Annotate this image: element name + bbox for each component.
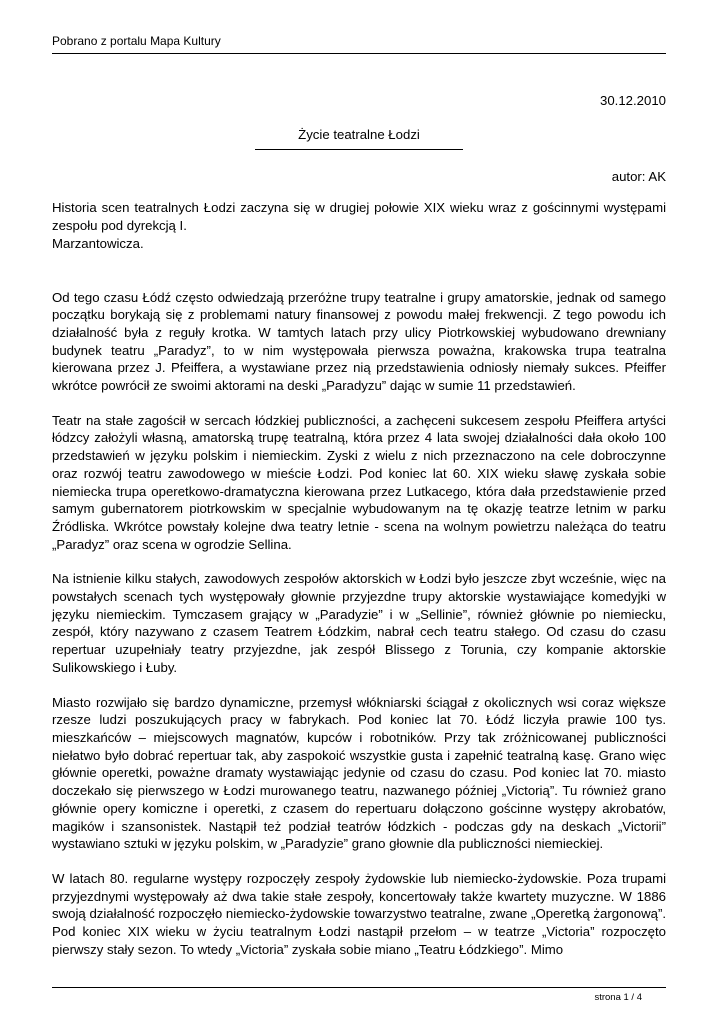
article-date: 30.12.2010 [599, 93, 666, 108]
article [52, 92, 666, 958]
article-title: Życie teatralne Łodzi [298, 127, 420, 142]
article-author: autor: AK [611, 168, 666, 184]
paragraph-4: Miasto rozwijało się bardzo dynamiczne, przemysł włókniarski ściągał z okolicznych wsi coraz większe rzesze ludzi poszukujących pracy w fabrykach. Pod koniec lat 70. Łódź liczyła prawie 100 tys. mieszkańców – miejscowych magnatów, kupców i robotników. Przy tak zróżnicowanej publiczności niełatwo było dobrać repertuar tak, aby zaspokoić wszystkie gusta i zapełnić teatralną kasę. Grano więc głównie operetki, poważne dramaty wystawiając jedynie od czasu do czasu. Pod koniec lat 70. miasto doczekało się pierwszego w Łodzi murowanego teatru, nazwanego później „Victorią”. Tu również grano głównie opery komiczne i operetki, z czasem do repertuaru dołączono gościnne występy akrobatów, magików i szansonistek. Nastąpił też podział teatrów łódzkich - podczas gdy na deskach „Victorii” wystawiano sztuki w języku polskim, w „Paradyzie” grano głownie dla publiczności niemieckiej. [52, 694, 666, 852]
paragraph-3: Na istnienie kilku stałych, zawodowych zespołów aktorskich w Łodzi było jeszcze zbyt wcześnie, więc na powstałych scenach tych występowały głownie przyjezdne trupy aktorskie wystawiające komedyjki w języku niemieckim. Tymczasem grający w „Paradyzie” i w „Sellinie”, również głównie po niemiecku, zespół, który nazywano z czasem Teatrem Łódzkim, nabrał cech teatru stałego. Od czasu do czasu repertuar uzupełniały teatry przyjezdne, jak zespół Blissego z Torunia, czy kompanie aktorskie Sulikowskiego i Łuby. [52, 571, 666, 675]
intro-line-1: Historia scen teatralnych Łodzi zaczyna się w drugiej połowie XIX wieku wraz z gościnnymi występami zespołu pod dyrekcją I. [52, 200, 666, 234]
paragraph-5: W latach 80. regularne występy rozpoczęły zespoły żydowskie lub niemiecko-żydowskie. Poza trupami przyjezdnymi występowały aż dwa takie stałe zespoły, koncertowały także kwartety muzyczne. W 1886 swoją działalność rozpoczęło niemiecko-żydowskie towarzystwo teatralne, zwane „Operetką żargonową”. Pod koniec XIX wieku w życiu teatralnym Łodzi nastąpił przełom – w teatrze „Victoria” rozpoczęto pierwszy stały sezon. To wtedy „Victoria” zyskała sobie miano „Teatru Łódzkiego”. Mimo [52, 870, 666, 957]
header-source: Pobrano z portalu Mapa Kultury [52, 34, 221, 48]
paragraph-1: Od tego czasu Łódź często odwiedzają przeróżne trupy teatralne i grupy amatorskie, jednak od samego początku borykają się z problemami natury finansowej z powodu małej frekwencji. Z tego powodu ich działalność była z reguły krotka. W tamtych latach przy ulicy Piotrkowskiej wybudowano drewniany budynek teatru „Paradyz”, to w nim występowała pierwsza poważna, krakowska trupa teatralna kierowana przez J. Pfeiffera, a wystawiane przez nią przedstawienia odniosły niemały sukces. Pfeiffer wkrótce powrócił ze swoimi aktorami na deski „Paradyzu” dając w sumie 11 przedstawień. [52, 289, 666, 394]
title-underline [255, 149, 463, 150]
intro-paragraph [52, 199, 666, 252]
paragraph-2: Teatr na stałe zagościł w sercach łódzkiej publiczności, a zachęceni sukcesem zespołu Pfeiffera artyści łódzcy założyli własną, amatorską trupę teatralną, która przez 4 lata swojej działalności dała około 100 przedstawień w języku polskim i niemieckim. Zyski z wielu z nich przeznaczono na cele dobroczynne oraz rozwój teatru zawodowego w mieście Łodzi. Pod koniec lat 60. XIX wieku sławę zyskała sobie niemiecka trupa operetkowo-dramatyczna kierowana przez Lutkacego, która dała przedstawienie przed samym gubernatorem piotrkowskim w specjalnie wybudowanym na tę okazję teatrze letnim w parku Źródliska. Wkrótce powstały kolejne dwa teatry letnie - scena na wolnym powietrzu należąca do teatru „Paradyz” oraz scena w ogrodzie Sellina. [52, 412, 666, 552]
page-number: strona 1 / 4 [594, 992, 642, 1003]
footer-divider [52, 987, 666, 988]
header-divider [52, 53, 666, 54]
intro-line-2: Marzantowicza. [52, 235, 144, 251]
title-block [52, 126, 666, 150]
